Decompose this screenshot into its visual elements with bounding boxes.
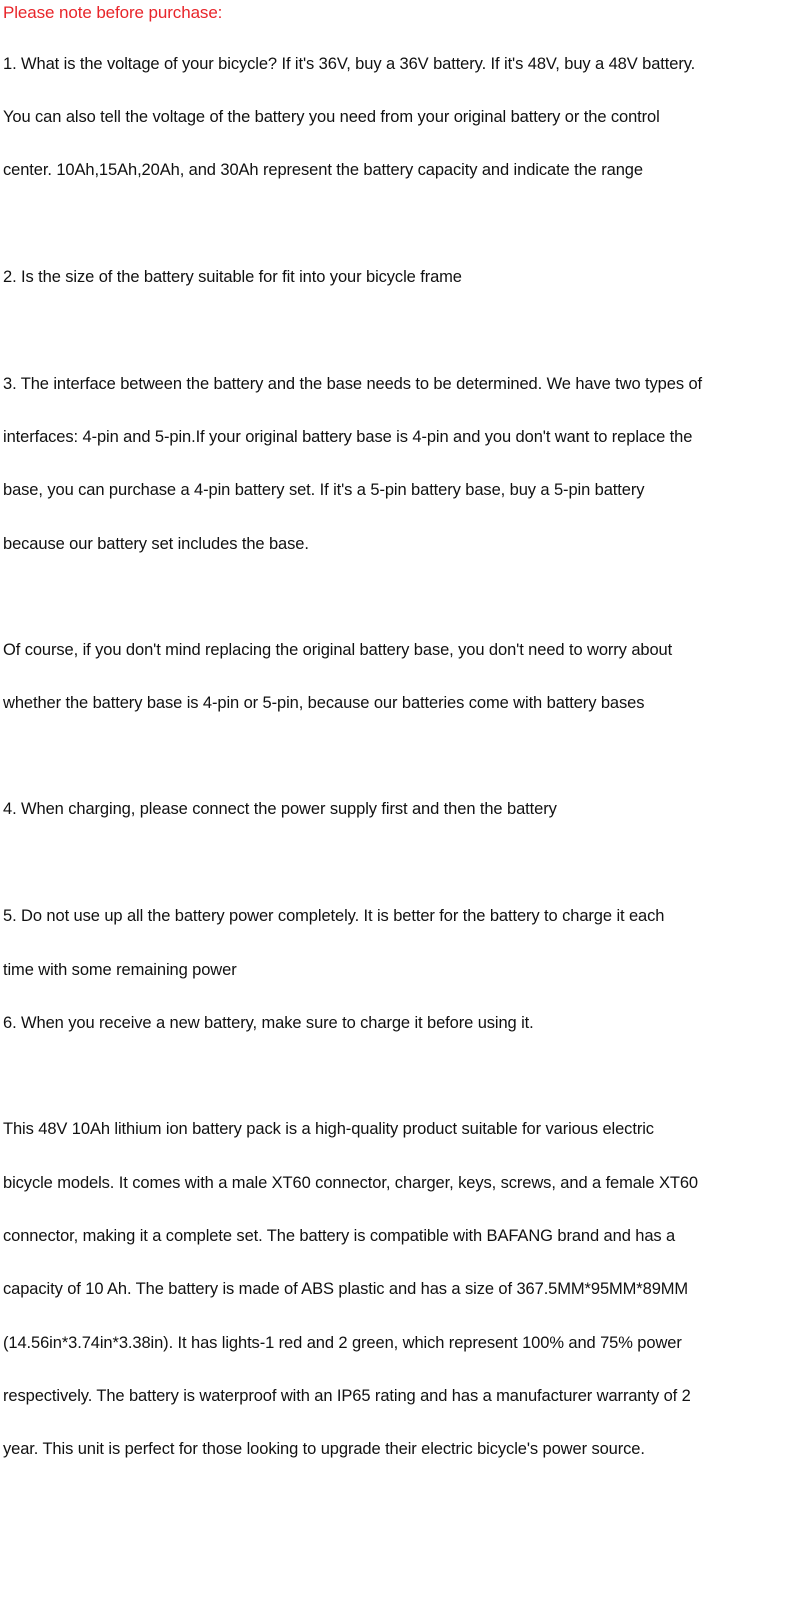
text-line-4: 2. Is the size of the battery suitable for fit into your bicycle frame	[3, 268, 462, 286]
text-line-13: time with some remaining power	[3, 961, 237, 979]
text-line-21: year. This unit is perfect for those looking to upgrade their electric bicycle's power source.	[3, 1440, 645, 1458]
heading: Please note before purchase:	[3, 3, 223, 22]
text-line-14: 6. When you receive a new battery, make sure to charge it before using it.	[3, 1014, 534, 1032]
text-line-3: center. 10Ah,15Ah,20Ah, and 30Ah represent the battery capacity and indicate the range	[3, 161, 643, 179]
text-line-7: base, you can purchase a 4-pin battery set. If it's a 5-pin battery base, buy a 5-pin battery	[3, 481, 645, 499]
text-line-12: 5. Do not use up all the battery power completely. It is better for the battery to charge it each	[3, 907, 665, 925]
text-line-15: This 48V 10Ah lithium ion battery pack is a high-quality product suitable for various electric	[3, 1120, 654, 1138]
text-line-9: Of course, if you don't mind replacing the original battery base, you don't need to worry about	[3, 641, 673, 659]
text-line-10: whether the battery base is 4-pin or 5-pin, because our batteries come with battery bases	[3, 694, 645, 712]
text-line-8: because our battery set includes the base.	[3, 535, 309, 553]
text-line-6: interfaces: 4-pin and 5-pin.If your original battery base is 4-pin and you don't want to replace the	[3, 428, 693, 446]
text-line-19: (14.56in*3.74in*3.38in). It has lights-1 red and 2 green, which represent 100% and 75% power	[3, 1334, 682, 1352]
text-line-18: capacity of 10 Ah. The battery is made of ABS plastic and has a size of 367.5MM*95MM*89MM	[3, 1280, 689, 1298]
text-line-20: respectively. The battery is waterproof with an IP65 rating and has a manufacturer warranty of 2	[3, 1387, 691, 1405]
text-line-2: You can also tell the voltage of the battery you need from your original battery or the control	[3, 108, 660, 126]
text-line-16: bicycle models. It comes with a male XT60 connector, charger, keys, screws, and a female XT60	[3, 1174, 699, 1192]
text-line-1: 1. What is the voltage of your bicycle? If it's 36V, buy a 36V battery. If it's 48V, buy a 48V battery.	[3, 55, 696, 73]
text-line-5: 3. The interface between the battery and the base needs to be determined. We have two types of	[3, 375, 703, 393]
text-line-11: 4. When charging, please connect the power supply first and then the battery	[3, 800, 557, 818]
text-line-17: connector, making it a complete set. The battery is compatible with BAFANG brand and has a	[3, 1227, 676, 1245]
